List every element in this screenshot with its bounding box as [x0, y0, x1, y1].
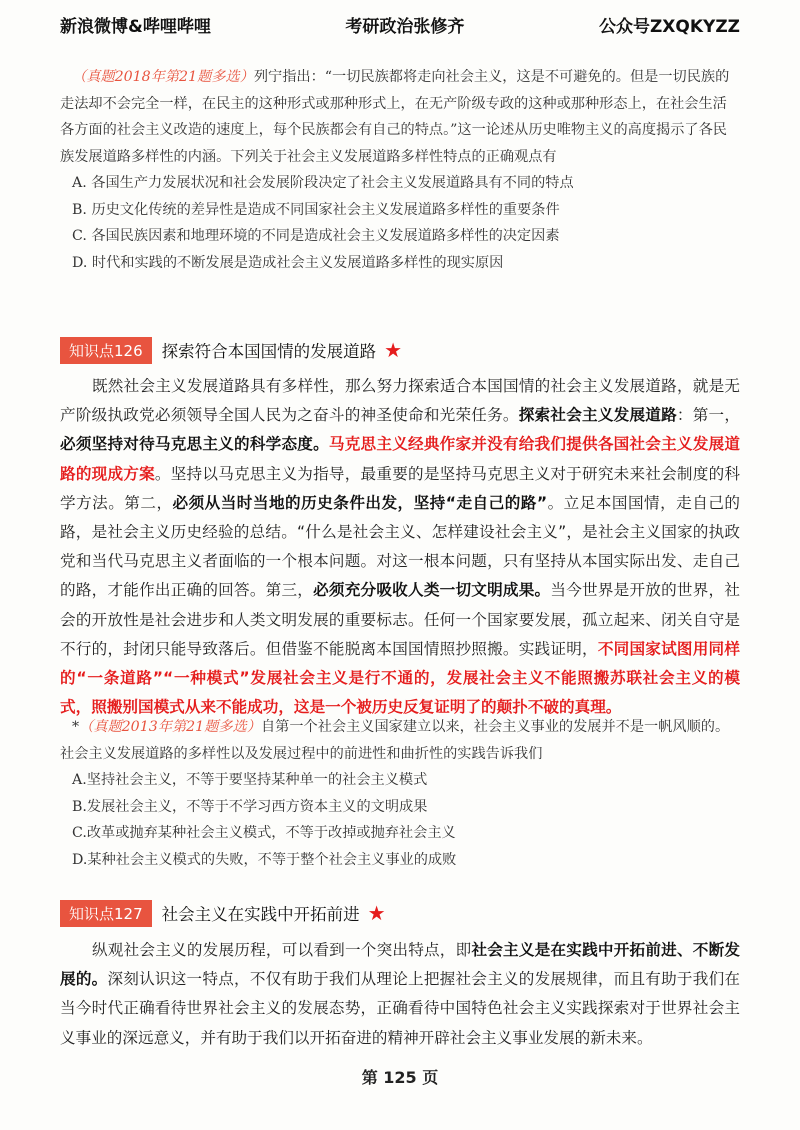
kp-badge: 知识点126 [60, 337, 152, 364]
question-tag: （真题2013年第21题多选） [79, 719, 261, 735]
question-text: 自第一个社会主义国家建立以来，社会主义事业的发展并不是一帆风顺的。社会主义发展道路的多样性以及发展过程中的前进性和曲折性的实践告诉我们 [60, 719, 730, 762]
text: 。立足本国国情，走自己的路，是社会主义历史经验的总结。“什么是社会主义、怎样建设社会主义”，是社会主义国家的执政党和当代马克思主义者面临的一个根本问题。对这一根本问题，只有坚持从本国实际出发、走自己的路，才能作出正确的回答。第三， [60, 493, 740, 600]
bold-text: 必须坚持对待马克思主义的科学态度。 [60, 435, 329, 454]
star-icon: ★ [384, 338, 403, 362]
header-left: 新浪微博&哔哩哔哩 [60, 16, 211, 37]
bold-text: 探索社会主义发展道路 [518, 406, 677, 425]
option-d: D.某种社会主义模式的失败，不等于整个社会主义事业的成败 [72, 851, 457, 868]
question-2018 [60, 64, 740, 276]
text: 当今世界是开放的世界，社会的开放性是社会进步和人类文明发展的重要标志。任何一个国家要发展，孤立起来、闭关自守是不行的，封闭只能导致落后。但借鉴不能脱离本国国情照抄照搬。实践证明， [60, 581, 740, 658]
question-2013 [60, 714, 740, 873]
option-a: A.坚持社会主义，不等于要坚持某种单一的社会主义模式 [72, 772, 428, 788]
page-header [60, 10, 740, 38]
kp-title: 探索符合本国国情的发展道路 [161, 342, 377, 361]
knowledge-point-127 [60, 898, 740, 928]
kp127-body [60, 936, 740, 1053]
text: 纵观社会主义的发展历程，可以看到一个突出特点，即 [92, 941, 472, 959]
question-stem [60, 64, 740, 170]
star-icon: ★ [367, 901, 386, 925]
highlight-text: 不同国家试图用同样的“一条道路”“一种模式”发展社会主义是行不通的，发展社会主义不能照搬苏联社会主义的模式，照搬别国模式从来不能成功，这是一个被历史反复证明了的颠扑不破的真理。 [60, 639, 740, 717]
bold-text: 社会主义是在实践中开拓前进、不断发展的。 [60, 941, 740, 989]
bold-text: 必须充分吸收人类一切文明成果。 [313, 581, 551, 600]
header-right: 公众号ZXQKYZZ [598, 16, 740, 37]
question-text: 列宁指出：“一切民族都将走向社会主义，这是不可避免的。但是一切民族的走法却不会完全一样，在民主的这种形式或那种形式上，在无产阶级专政的这种或那种形态上，在社会生活各方面的社会主义改造的速度上，每个民族都会有自己的特点。”这一论述从历史唯物主义的高度揭示了各民族发展道路多样性的内涵。下列关于社会主义发展道路多样性特点的正确观点有 [60, 69, 730, 165]
option-a: A. 各国生产力发展状况和社会发展阶段决定了社会主义发展道路具有不同的特点 [72, 175, 574, 191]
text: 既然社会主义发展道路具有多样性，那么努力探索适合本国国情的社会主义发展道路，就是无产阶级执政党必须领导全国人民为之奋斗的神圣使命和光荣任务。 [60, 377, 740, 425]
highlight-text: 马克思主义经典作家并没有给我们提供各国社会主义发展道路的现成方案 [60, 435, 740, 483]
kp-badge: 知识点127 [60, 900, 152, 927]
bold-text: 必须从当时当地的历史条件出发，坚持“走自己的路” [172, 493, 548, 512]
option-b: B. 历史文化传统的差异性是造成不同国家社会主义发展道路多样性的重要条件 [72, 201, 560, 218]
text: 。坚持以马克思主义为指导，最重要的是坚持马克思主义对于研究未来社会制度的科学方法。第二， [60, 464, 740, 512]
option-b: B.发展社会主义，不等于不学习西方资本主义的文明成果 [72, 798, 428, 815]
kp126-body [60, 372, 740, 722]
question-tag: （真题2018年第21题多选） [72, 69, 254, 85]
question-prefix: * [72, 719, 80, 735]
option-c: C.改革或抛弃某种社会主义模式，不等于改掉或抛弃社会主义 [72, 825, 456, 841]
text: 深刻认识这一特点，不仅有助于我们从理论上把握社会主义的发展规律，而且有助于我们在当今时代正确看待世界社会主义的发展态势，正确看待中国特色社会主义实践探索对于世界社会主义事业的深远意义，并有助于我们以开拓奋进的精神开辟社会主义事业发展的新未来。 [60, 970, 740, 1047]
option-c: C. 各国民族因素和地理环境的不同是造成社会主义发展道路多样性的决定因素 [72, 228, 560, 244]
option-d: D. 时代和实践的不断发展是造成社会主义发展道路多样性的现实原因 [72, 254, 504, 271]
page-number: 第 125 页 [361, 1068, 439, 1087]
header-center: 考研政治张修齐 [345, 16, 465, 37]
kp-title: 社会主义在实践中开拓前进 [161, 905, 360, 924]
text: ：第一， [676, 406, 740, 425]
knowledge-point-126 [60, 335, 740, 365]
question-stem [60, 714, 740, 767]
